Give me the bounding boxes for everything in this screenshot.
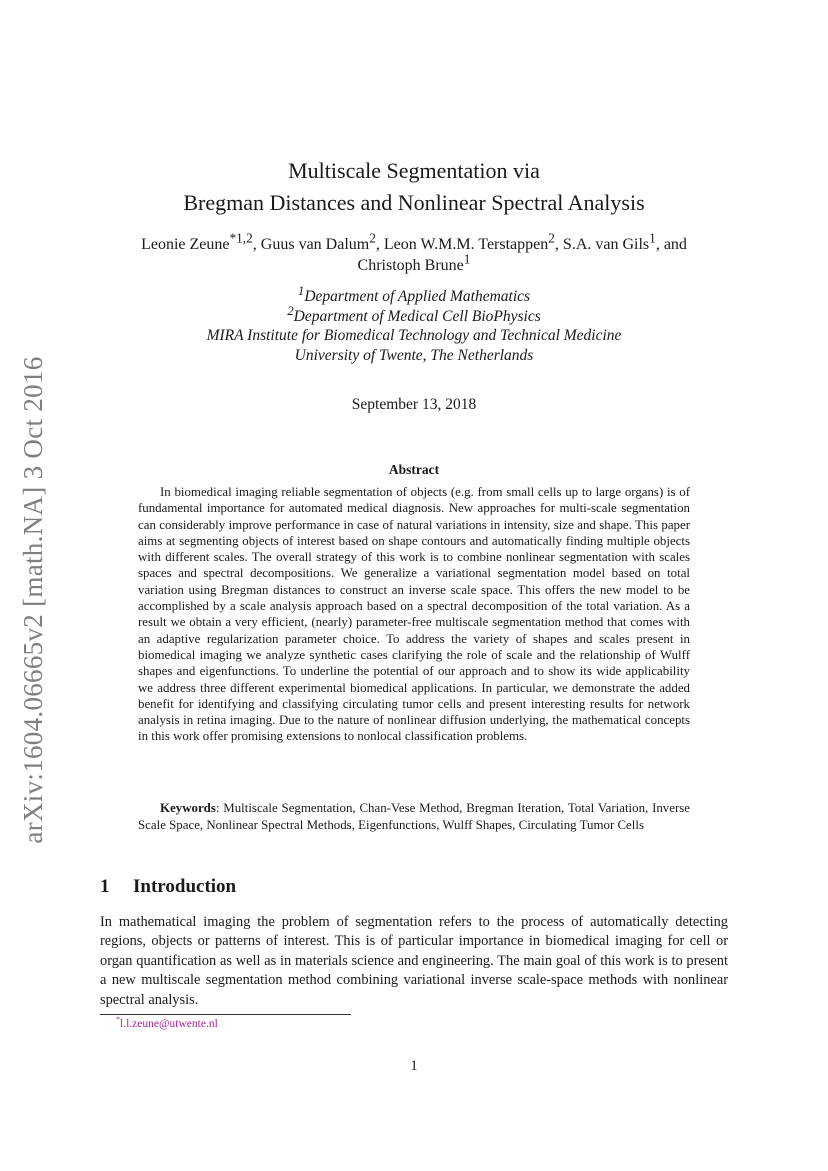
author-separator: , [252,236,261,253]
affiliation-4: University of Twente, The Netherlands [294,346,534,364]
affiliation-mark: 1 [297,282,305,298]
author-name: Leon W.M.M. Terstappen [383,236,549,253]
author-affiliation-mark: *1,2 [229,230,253,246]
footnote-rule [100,1014,351,1015]
author-affiliation-mark: 2 [369,230,376,246]
title-line-2: Bregman Distances and Nonlinear Spectral Analysis [183,190,645,215]
abstract-heading: Abstract [388,462,440,477]
author-separator: , [375,236,384,253]
paper-date: September 13, 2018 [351,396,477,413]
author-affiliation-mark: 1 [649,230,656,246]
author-name: Leonie Zeune [141,236,230,253]
section-title: Introduction [133,876,237,897]
author-name: Christoph Brune [357,257,464,274]
affiliations [100,282,728,365]
footnote-mark: * [116,1015,120,1025]
author-name: Guus van Dalum [260,236,370,253]
affiliation-mark: 2 [287,302,294,318]
author-affiliation-mark: 2 [548,230,555,246]
author-list [100,230,728,276]
intro-paragraph: In mathematical imaging the problem of segmentation refers to the process of automatically detecting regions, objects or patterns of interest. This is of particular importance in biomedical imaging for cell or organ quantification as well as in materials science and engineering. The main goal of this work is to present a new multiscale segmentation method combining variational inverse scale-space methods with nonlinear spectral analysis. [100,914,728,1008]
keywords [138,800,690,833]
affiliation-2 [100,302,728,327]
affiliation-3: MIRA Institute for Biomedical Technology and Technical Medicine [206,327,622,344]
author-name: S.A. van Gils [562,236,650,253]
affiliation-text: Department of Medical Cell BioPhysics [293,307,541,325]
author-separator: , [554,236,563,253]
title-line-1: Multiscale Segmentation via [288,158,540,183]
keywords-label: Keywords [160,801,216,815]
arxiv-identifier: arXiv:1604.06665v2 [math.NA] 3 Oct 2016 [18,356,48,844]
author-affiliation-mark: 1 [463,251,471,267]
footnote-email-link[interactable]: l.l.zeune@utwente.nl [120,1018,218,1030]
abstract-body: In biomedical imaging reliable segmentation of objects (e.g. from small cells up to large organs) is of fundamental importance for automated medical diagnosis. New approaches for multi-scale segmentation can considerably improve performance in case of natural variations in intensity, size and shape. This paper aims at segmenting objects of interest based on shape contours and automatically finding multiple objects with different scales. The overall strategy of this work is to combine nonlinear segmentation with scales spaces and spectral decompositions. We generalize a variational segmentation model based on total variation using Bregman distances to construct an inverse scale space. This offers the new model to be accomplished by a scale analysis approach based on a spectral decomposition of the total variation. As a result we obtain a very efficient, (nearly) parameter-free multiscale segmentation method that comes with an adaptive regularization parameter choice. To address the variety of shapes and scales present in biomedical imaging we analyze synthetic cases clarifying the role of scale and the relationship of Wulff shapes and eigenfunctions. To underline the potential of our approach and to show its wide applicability we address three different experimental biomedical applications. In particular, we demonstrate the added benefit for identifying and classifying circulating tumor cells and present interesting results for network analysis in retina imaging. Due to the nature of nonlinear diffusion underlying, the mathematical concepts in this work offer promising extensions to nonlocal classification problems. [138,485,690,744]
section-heading [100,876,236,898]
page-number: 1 [410,1058,418,1074]
affiliation-text: Department of Applied Mathematics [304,288,531,305]
keywords-text: : Multiscale Segmentation, Chan-Vese Method, Bregman Iteration, Total Variation, Inverse Scale Space, Nonlinear Spectral Methods, Eigenfunctions, Wulff Shapes, Circulating Tumor Cells [138,801,690,832]
footnote [116,1015,218,1030]
section-number: 1 [100,876,110,897]
affiliation-1 [100,282,728,307]
paper-title [100,155,728,219]
author-separator: , and [655,236,687,253]
